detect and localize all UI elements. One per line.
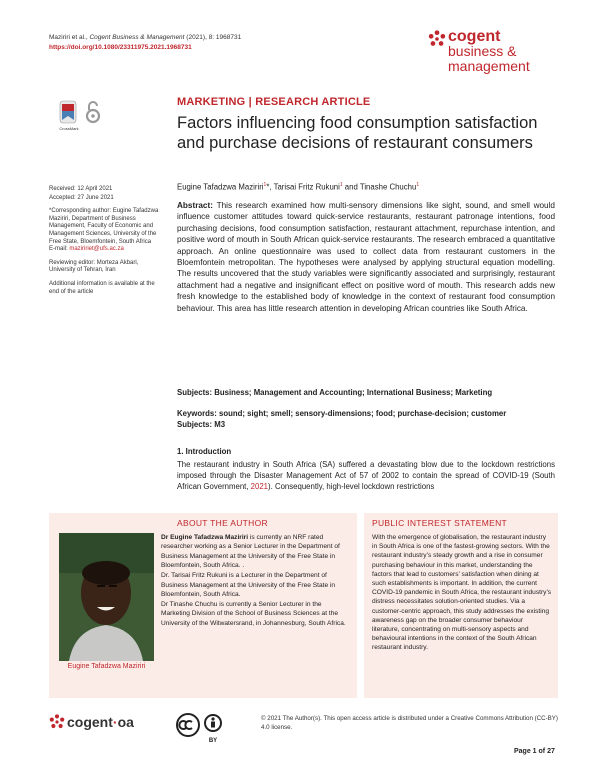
author-name[interactable]: Tinashe Chuchu [359, 182, 417, 192]
subjects-line: Subjects: Business; Management and Accounting; International Business; Marketing [177, 388, 493, 397]
intro-heading: 1. Introduction [177, 447, 232, 456]
email-link[interactable]: maziririet@ufs.ac.za [69, 246, 124, 253]
abstract-label: Abstract: [177, 201, 213, 210]
bio-author-name: Dr Eugine Tafadzwa Maziriri [161, 534, 249, 541]
keywords-block [177, 408, 555, 430]
by-label: BY [208, 738, 218, 744]
creative-commons-badge[interactable] [176, 712, 226, 746]
doi-link[interactable]: https://doi.org/10.1080/23311975.2021.1968731 [49, 44, 192, 51]
subjects-code: Subjects: M3 [177, 420, 226, 429]
author-bio: Dr Eugine Tafadzwa Maziriri is currently an NRF rated researcher working as a Senior Lecturer in the Department of Business Management at the University of the Free State in Bloemfontein, South Africa. . Dr. Tarisai Fritz Rukuni is a Lecturer in the Department of Business Management at the University of the Free State in Bloemfontein, South Africa. Dr Tinashe Chuchu is currently a Senior Lecturer in the Marketing Division of the School of Business Sciences at the University of the Witwatersrand, in Johannesburg, South Africa. [161, 533, 351, 629]
article-metadata-sidebar [49, 186, 161, 302]
crossmark-icon[interactable] [58, 100, 78, 126]
journal-brand-logo [428, 28, 588, 84]
additional-info: Additional information is available at the end of the article [49, 280, 155, 295]
bio-coauthor-1: Dr. Tarisai Fritz Rukuni is a Lecturer in the Department of Business Management at the University of the Free State in Bloemfontein, South Africa. [161, 572, 336, 598]
citation-authors: Maziriri et al., [49, 34, 90, 41]
about-author-box [49, 513, 357, 698]
open-access-icon [84, 100, 102, 124]
article-section-label: MARKETING | RESEARCH ARTICLE [177, 96, 371, 108]
author-portrait-image [59, 533, 154, 661]
footer-logo-oa: oa [117, 714, 134, 730]
intro-paragraph: The restaurant industry in South Africa (SA) suffered a devastating blow due to the lockdown restrictions imposed through the Disaster Management Act of 57 of 2002 to contain the spread of COVID-19 (South African Government, 2021). Consequently, high-level lockdown restrictions [177, 460, 555, 492]
article-badges [58, 100, 106, 134]
crossmark-label: CrossMark [59, 126, 79, 131]
page-number: Page 1 of 27 [514, 748, 555, 755]
cogent-flower-icon [49, 714, 65, 730]
cogent-oa-logo: cogent·oa [49, 712, 169, 732]
public-interest-box [364, 513, 558, 698]
citation-volume: (2021), 8: 1968731 [184, 34, 242, 41]
article-title: Factors influencing food consumption satisfaction and purchase decisions of restaurant consumers [177, 114, 538, 152]
abstract-text: This research examined how multi-sensory dimensions like sight, sound, and smell would influence customer attitudes toward quick-service restaurants, restaurant patronage intentions, food purchasing decisions, food consumption satisfaction, restaurant attachment, repurchase intention, and positive word of mouth in South African quick-service restaurants. The research embraced a quantitative approach. An online questionnaire was used to collect data from restaurant customers in the Bloemfontein metropolitan. The hypotheses were analysed by applying structural equation modelling. The results uncovered that the study variables were significantly associated and surprisingly, restaurant attachment had a negative and insignificant effect on positive word of mouth. This research adds new fresh knowledge to the established body of knowledge in the context of restaurant food consumption behaviour. This area has little research attention in developing African countries like South Africa. [177, 201, 555, 313]
public-interest-heading: PUBLIC INTEREST STATEMENT [372, 518, 508, 528]
license-statement: © 2021 The Author(s). This open access article is distributed under a Creative Commons Attribution (CC-BY) 4.0 license. [261, 715, 558, 731]
citation-line [49, 34, 241, 41]
public-interest-text: With the emergence of globalisation, the restaurant industry in South Africa is one of the fastest-growing sectors. With the restaurant industry’s steady growth and a rise in consumer purchasing behaviour in this market, understanding the factors that lead to customers’ satisfaction when dining at such establishments is important. In addition, the current COVID-19 pandemic in South Africa, the restaurant industry’s distress necessitates solution-oriented studies. Via a customer-centric approach, this study addresses the existing awareness gap on the broader consumer behaviour literature, concentrating on multi-sensory aspects and behavioural intentions in the context of the South African restaurant industry. [372, 534, 552, 652]
email-line: E-mail: maziririet@ufs.ac.za [49, 246, 124, 253]
author-photo [59, 533, 154, 661]
brand-subtitle-2: management [448, 58, 530, 74]
cogent-flower-icon [428, 30, 446, 48]
abstract [177, 200, 555, 314]
about-author-heading: ABOUT THE AUTHOR [177, 518, 268, 528]
journal-name: Cogent Business & Management [89, 34, 185, 41]
bio-coauthor-2: Dr Tinashe Chuchu is currently a Senior Lecturer in the Marketing Division of the School of Business Sciences at the University of the Witwatersrand, in Johannesburg, South Africa. [161, 600, 346, 627]
brand-subtitle-1: business & [448, 43, 517, 59]
author-photo-caption: Eugine Tafadzwa Maziriri [67, 663, 146, 670]
author-name[interactable]: Eugine Tafadzwa Maziriri [177, 182, 264, 192]
author-name[interactable]: Tarisai Fritz Rukuni [273, 182, 340, 192]
footer-logo-text: cogent [67, 714, 113, 730]
brand-name: cogent [448, 28, 501, 45]
author-list: Eugine Tafadzwa Maziriri$^1$*, Tarisai Fritz Rukuni$^1$ and Tinashe Chuchu$^1$ [177, 182, 420, 192]
cc-by-icon [176, 712, 226, 746]
citation-ref-link[interactable]: 2021 [250, 482, 269, 492]
corresponding-author: *Corresponding author: Eugine Tafadzwa Maziriri, Department of Business Management, Faculty of Economic and Management Sciences, University of the Free State, Bloemfontein, South Africa [49, 208, 159, 245]
keywords-line: Keywords: sound; sight; smell; sensory-dimensions; food; purchase-decision; customer [177, 409, 507, 418]
received-date: Received: 12 April 2021 [49, 186, 113, 192]
accepted-date: Accepted: 27 June 2021 [49, 194, 114, 201]
reviewing-editor: Reviewing editor: Morteza Akbari, University of Tehran, Iran [49, 259, 139, 274]
